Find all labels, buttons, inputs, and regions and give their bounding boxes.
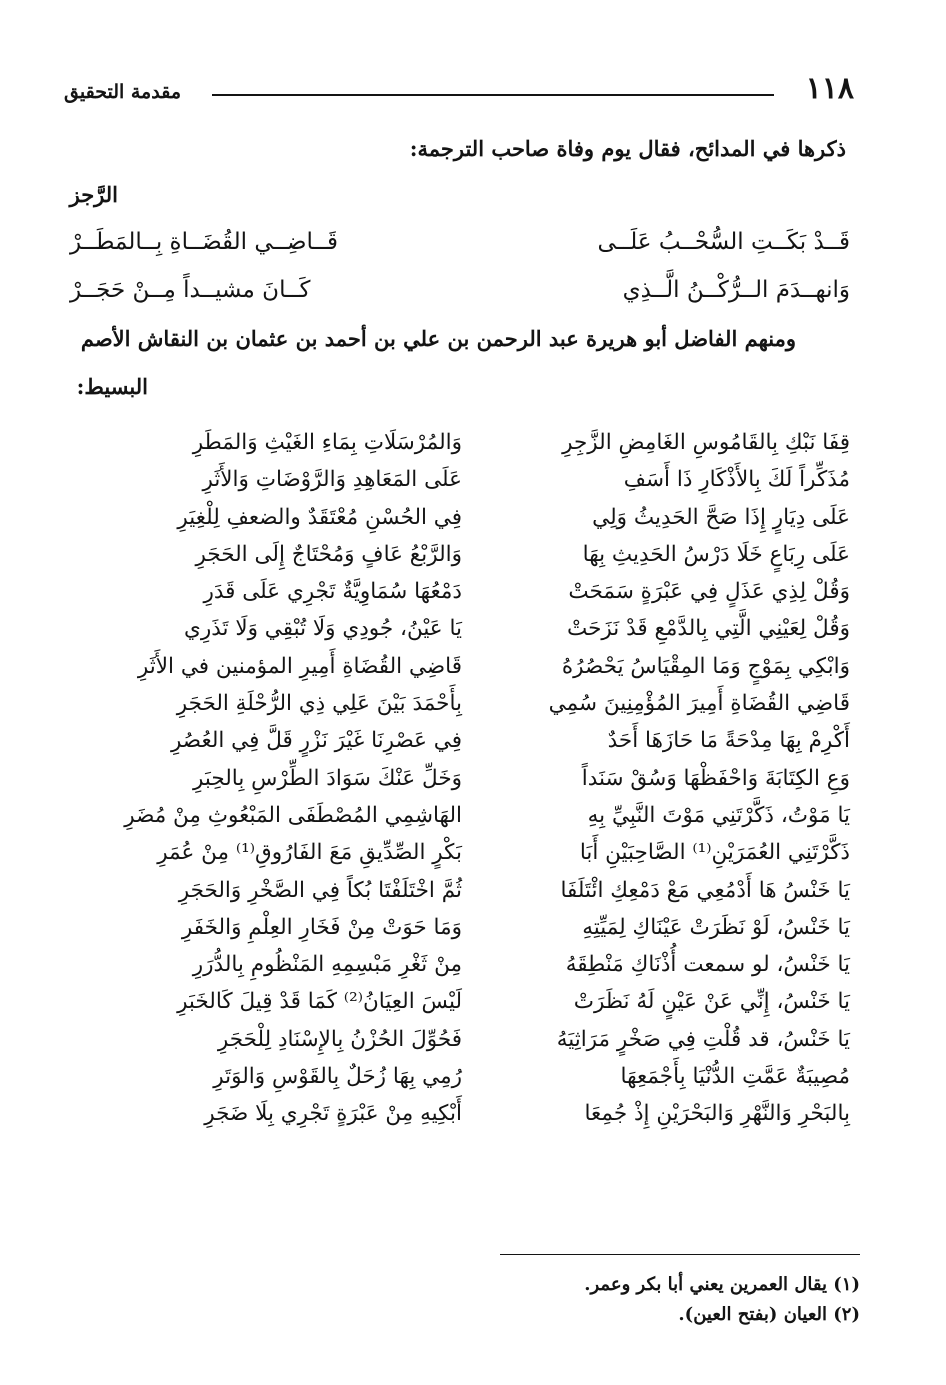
hemistich: وَالرَّبْعُ عَافٍ وَمُحْتَاجٌ إِلَى الحَجَرِ — [195, 541, 462, 567]
hemistich: يَا خَنْسُ، لو سمعت أُذْنَاكِ مَنْطِقَهُ — [565, 952, 850, 978]
hemistich: بِأَحْمَدَ بَيْنَ عَلِي ذِي الرُّحْلَةِ الحَجَرِ — [176, 691, 462, 717]
hemistich: مِنْ ثَغْرِ مَبْسِمِهِ المَنْظُومِ بِالدُّرَرِ — [192, 952, 462, 978]
hemistich: يَا مَوْتُ، ذَكَّرْتَنِي مَوْتَ النَّبِيِّ بِهِ — [587, 802, 850, 828]
hemistich: رُمِي بِهَا زُحَلٌ بِالقَوْسِ وَالوَتَرِ — [213, 1064, 462, 1090]
second-intro-line: ومنهم الفاضل أبو هريرة عبد الرحمن بن علي بن أحمد بن عثمان بن النقاش الأصم — [80, 326, 796, 351]
running-header — [64, 72, 854, 112]
hemistich: قَاضِي القُضَاةِ أَمِيرَ المُؤْمِنِينَ سُمِي — [548, 691, 850, 717]
hemistich: وَالمُرْسَلَاتِ بِمَاءِ الغَيْثِ وَالمَطَرِ — [192, 430, 462, 455]
header-rule — [212, 94, 774, 96]
basit-first-hemistichs — [475, 424, 850, 1133]
hemistich: بِالبَحْرِ وَالنَّهْرِ وَالبَحْرَيْنِ إِذْ جُمِعَا — [584, 1101, 850, 1127]
rajaz-hemistich-first: قَــدْ بَكَــتِ السُّحْــبُ عَلَــى — [597, 229, 850, 255]
hemistich: فِي الحُسْنِ مُعْتَقَدٌ والضعفِ لِلْغِيَرِ — [177, 504, 462, 530]
hemistich: وَقُلْ لِذِي عَذَلٍ فِي عَبْرَةٍ سَمَحَتْ — [568, 579, 850, 605]
hemistich: قَاضِي القُضَاةِ أَمِيرِ المؤمنين في الأَثَرِ — [137, 653, 462, 679]
running-title: مقدمة التحقيق — [64, 81, 181, 103]
hemistich: يَا خَنْسُ، لَوْ نَظَرَتْ عَيْنَاكِ لِمَيِّتِهِ — [582, 914, 850, 940]
rajaz-hemistich-second: كَــانَ مشيــداً مِــنْ حَجَــرْ — [70, 277, 311, 303]
hemistich: يَا خَنْسُ هَا أَدْمُعِي مَعْ دَمْعِكِ ائْتَلَفَا — [560, 877, 850, 903]
hemistich: الهَاشِمِي المُصْطَفَى المَبْعُوثِ مِنْ مُضَرِ — [124, 802, 462, 828]
hemistich: يَا خَنْسُ، إِنِّي عَنْ عَيْنٍ لَهُ نَظَرَتْ — [573, 989, 850, 1015]
hemistich: فَحُوِّلَ الحُزْنُ بِالإِسْنَادِ لِلْحَجَرِ — [217, 1026, 462, 1052]
rajaz-verse — [70, 270, 850, 312]
hemistich: وَابْكِي بِمَوْجٍ وَمَا المِقْيَاسُ يَحْصُرُهُ — [561, 653, 850, 679]
hemistich: وَخَلِّ عَنْكَ سَوَادَ الطِّرْسِ بِالحِبَرِ — [193, 765, 462, 791]
footnote-rule — [500, 1254, 860, 1255]
hemistich: وَمَا حَوَتْ مِنْ فَخَارِ العِلْمِ وَالخَفَرِ — [181, 914, 462, 940]
hemistich: أَكْرِمْ بِهَا مِدْحَةً مَا حَازَهَا أَحَدٌ — [607, 728, 850, 754]
rajaz-meter-label: الرَّجز — [69, 182, 118, 207]
rajaz-verse — [70, 222, 850, 264]
hemistich: وَعِ الكِتَابَةَ وَاحْفَظْهَا وَسُقْ سَنَداً — [581, 765, 850, 791]
hemistich: فِي عَصْرِنَا غَيْرَ نَزْرٍ قَلَّ فِي العُصُرِ — [170, 728, 462, 754]
footnote: (١) يقال العمرين يعني أبا بكر وعمر. — [584, 1274, 860, 1295]
rajaz-hemistich-first: وَانهــدَمَ الــرُّكْــنُ الَّــذِي — [622, 277, 850, 303]
hemistich: مُذَكِّراً لَكَ بِالأَذْكَارِ ذَا أَسَفِ — [623, 467, 850, 493]
intro-line: ذكرها في المدائح، فقال يوم وفاة صاحب الترجمة: — [409, 136, 846, 161]
hemistich: ثُمَّ اخْتَلَفْتَا بُكاً فِي الصَّخْرِ وَالحَجَرِ — [178, 877, 462, 903]
hemistich: لَيْسَ العِيَانُ⁽²⁾ كَمَا قَدْ قِيلَ كَالخَبَرِ — [177, 989, 462, 1015]
hemistich: عَلَى رِبَاعٍ خَلَا دَرْسُ الحَدِيثِ بِهَا — [582, 541, 850, 567]
page-number: ١١٨ — [805, 71, 854, 106]
hemistich: بَكْرٍ الصِّدِّيقِ مَعَ الفَارُوقِ⁽¹⁾ مِنْ عُمَرِ — [157, 840, 462, 866]
hemistich: وَقُلْ لِعَيْنِي الَّتِي بِالدَّمْعِ قَدْ نَزَحَتْ — [566, 616, 850, 642]
hemistich: قِفَا نَبْكِ بِالقَامُوسِ الغَامِضِ الزَّجِرِ — [562, 430, 850, 455]
rajaz-hemistich-second: قَــاضِــي القُضَــاةِ بِــالمَطَــرْ — [70, 229, 339, 255]
hemistich: يَا عَيْنُ، جُودِي وَلَا تُبْقِي وَلَا تَذَرِي — [184, 616, 462, 642]
hemistich: عَلَى دِيَارٍ إِذَا صَحَّ الحَدِيثُ وَلِي — [592, 504, 850, 530]
basit-meter-label: البسيط: — [76, 374, 148, 399]
basit-second-hemistichs — [87, 424, 462, 1133]
hemistich: مُصِيبَةٌ عَمَّتِ الدُّنْيَا بِأَجْمَعِهَا — [620, 1064, 850, 1090]
hemistich: عَلَى المَعَاهِدِ وَالرَّوْضَاتِ وَالأَثَرِ — [202, 467, 462, 493]
hemistich: دَمْعُهَا سُمَاوِيَّةٌ تَجْرِي عَلَى قَدَرِ — [203, 579, 462, 605]
footnote: (٢) العيان (بفتح العين). — [678, 1304, 860, 1325]
hemistich: أَبْكِيهِ مِنْ عَبْرَةٍ تَجْرِي بِلَا ضَجَرِ — [204, 1101, 462, 1127]
hemistich: يَا خَنْسُ، قد قُلْتِ فِي صَخْرٍ مَرَاثِيَهُ — [556, 1026, 850, 1052]
hemistich: ذَكَّرْتَنِي العُمَرَيْنِ⁽¹⁾ الصَّاحِبَيْنِ أَبَا — [579, 840, 850, 866]
